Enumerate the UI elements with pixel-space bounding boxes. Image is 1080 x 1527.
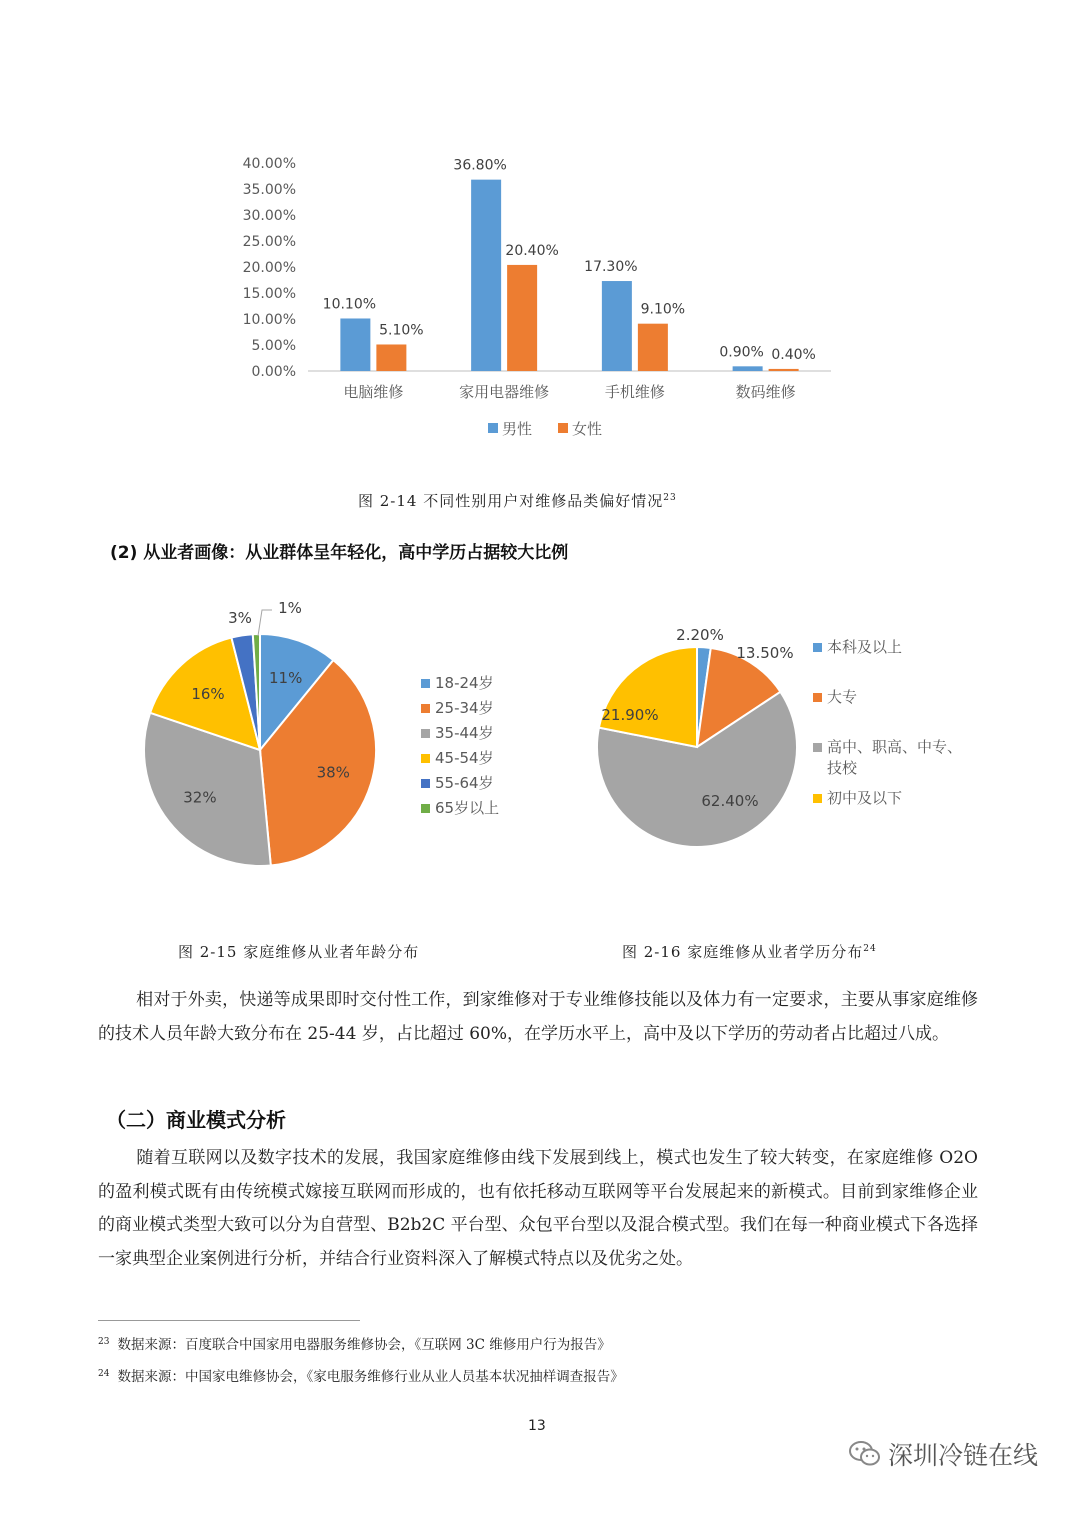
y-tick-label: 20.00% bbox=[242, 260, 296, 276]
legend-label: 女性 bbox=[572, 420, 603, 438]
legend-label: 大专 bbox=[827, 688, 858, 706]
legend-label: 初中及以下 bbox=[827, 789, 903, 807]
section-title-business-model: （二）商业模式分析 bbox=[106, 1108, 286, 1132]
pie-data-label: 38% bbox=[316, 763, 350, 782]
bar-female bbox=[638, 324, 668, 371]
y-tick-label: 35.00% bbox=[242, 182, 296, 198]
legend-label: 高中、职高、中专、 bbox=[827, 738, 963, 756]
bar-data-label: 36.80% bbox=[453, 157, 507, 174]
pie-data-label: 21.90% bbox=[601, 706, 659, 724]
pie-chart-age-distribution bbox=[0, 590, 540, 890]
pie-data-label: 13.50% bbox=[736, 644, 794, 662]
legend-swatch bbox=[421, 779, 430, 788]
figure-caption-2-14: 图 2-14 不同性别用户对维修品类偏好情况$^{23}$ bbox=[358, 492, 677, 510]
pie-data-label: 62.40% bbox=[701, 792, 759, 810]
legend-swatch bbox=[421, 704, 430, 713]
footnote-23: $^{23}$ 数据来源：百度联合中国家用电器服务维修协会，《互联网 3C 维修用户行为报告》 bbox=[98, 1336, 611, 1353]
page-number: 13 bbox=[528, 1418, 546, 1434]
bar-chart-gender-preference bbox=[0, 0, 1080, 470]
bar-male bbox=[733, 366, 763, 371]
bar-male bbox=[471, 180, 501, 371]
bar-data-label: 20.40% bbox=[505, 242, 559, 259]
pie-data-label: 11% bbox=[269, 668, 303, 687]
paragraph-business-model: 随着互联网以及数字技术的发展，我国家庭维修由线下发展到线上，模式也发生了较大转变，在家庭维修 O2O 的盈利模式既有由传统模式嫁接互联网而形成的，也有依托移动互联网等平台发展起来的新模式。目前到家维修企业的商业模式类型大致可以分为自营型、B2b2C 平台型、众包平台型以及混合模式型。我们在每一种商业模式下各选择一家典型企业案例进行分析，并结合行业资料深入了解模式特点以及优劣之处。 bbox=[98, 1148, 978, 1269]
legend-swatch bbox=[558, 423, 568, 433]
legend-label: 技校 bbox=[827, 759, 858, 777]
bar-female bbox=[769, 369, 799, 371]
legend-label: 18-24岁 bbox=[435, 674, 494, 692]
y-tick-label: 30.00% bbox=[242, 208, 296, 224]
x-category-label: 数码维修 bbox=[735, 383, 796, 401]
subheading-practitioner-profile: (2) 从业者画像：从业群体呈年轻化，高中学历占据较大比例 bbox=[110, 543, 569, 563]
pie-data-label: 16% bbox=[191, 684, 225, 703]
y-tick-label: 0.00% bbox=[251, 364, 296, 380]
legend-swatch bbox=[421, 754, 430, 763]
footnote-divider bbox=[98, 1320, 360, 1321]
pie-data-label: 32% bbox=[183, 788, 217, 807]
footnote-24: $^{24}$ 数据来源：中国家电维修协会，《家电服务维修行业从业人员基本状况抽样调查报告》 bbox=[98, 1368, 624, 1385]
bar-female bbox=[507, 265, 537, 371]
y-tick-label: 40.00% bbox=[242, 156, 296, 172]
x-category-label: 家用电器维修 bbox=[459, 383, 550, 401]
legend-label: 35-44岁 bbox=[435, 724, 494, 742]
legend-label: 65岁以上 bbox=[435, 799, 500, 817]
y-tick-label: 25.00% bbox=[242, 234, 296, 250]
legend-swatch bbox=[813, 643, 822, 652]
legend-swatch bbox=[813, 693, 822, 702]
figure-caption-2-15: 图 2-15 家庭维修从业者年龄分布 bbox=[178, 943, 420, 961]
legend-swatch bbox=[421, 679, 430, 688]
bar-data-label: 9.10% bbox=[640, 301, 686, 318]
paragraph-age-education: 相对于外卖，快递等成果即时交付性工作，到家维修对于专业维修技能以及体力有一定要求，主要从事家庭维修的技术人员年龄大致分布在 25-44 岁，占比超过 60%，在学历水平上，高中及以下学历的劳动者占比超过八成。 bbox=[98, 990, 978, 1044]
legend-label: 25-34岁 bbox=[435, 699, 494, 717]
bar-data-label: 0.90% bbox=[719, 344, 764, 361]
watermark: 深圳冷链在线 bbox=[848, 1436, 1038, 1472]
bar-male bbox=[340, 318, 370, 371]
bar-female bbox=[376, 344, 406, 371]
bar-data-label: 5.10% bbox=[379, 322, 424, 339]
wechat-icon bbox=[848, 1439, 882, 1469]
legend-label: 本科及以上 bbox=[827, 638, 903, 656]
y-tick-label: 15.00% bbox=[242, 286, 296, 302]
leader-line bbox=[258, 610, 272, 636]
legend-swatch bbox=[421, 804, 430, 813]
legend-swatch bbox=[813, 794, 822, 803]
x-category-label: 手机维修 bbox=[604, 383, 665, 401]
legend-label: 45-54岁 bbox=[435, 749, 494, 767]
pie-data-label: 3% bbox=[228, 609, 252, 627]
legend-swatch bbox=[813, 743, 822, 752]
pie-chart-education-distribution bbox=[540, 590, 1080, 890]
pie-data-label: 1% bbox=[278, 599, 302, 617]
y-tick-label: 10.00% bbox=[242, 312, 296, 328]
bar-data-label: 17.30% bbox=[584, 259, 638, 276]
y-tick-label: 5.00% bbox=[251, 338, 296, 354]
legend-label: 男性 bbox=[502, 420, 533, 438]
legend-swatch bbox=[421, 729, 430, 738]
legend-label: 55-64岁 bbox=[435, 774, 494, 792]
figure-caption-2-16: 图 2-16 家庭维修从业者学历分布$^{24}$ bbox=[622, 943, 877, 961]
bar-data-label: 10.10% bbox=[322, 296, 377, 313]
legend-swatch bbox=[488, 423, 498, 433]
x-category-label: 电脑维修 bbox=[343, 383, 404, 401]
bar-male bbox=[602, 281, 632, 371]
pie-data-label: 2.20% bbox=[676, 626, 724, 644]
bar-data-label: 0.40% bbox=[771, 346, 816, 363]
